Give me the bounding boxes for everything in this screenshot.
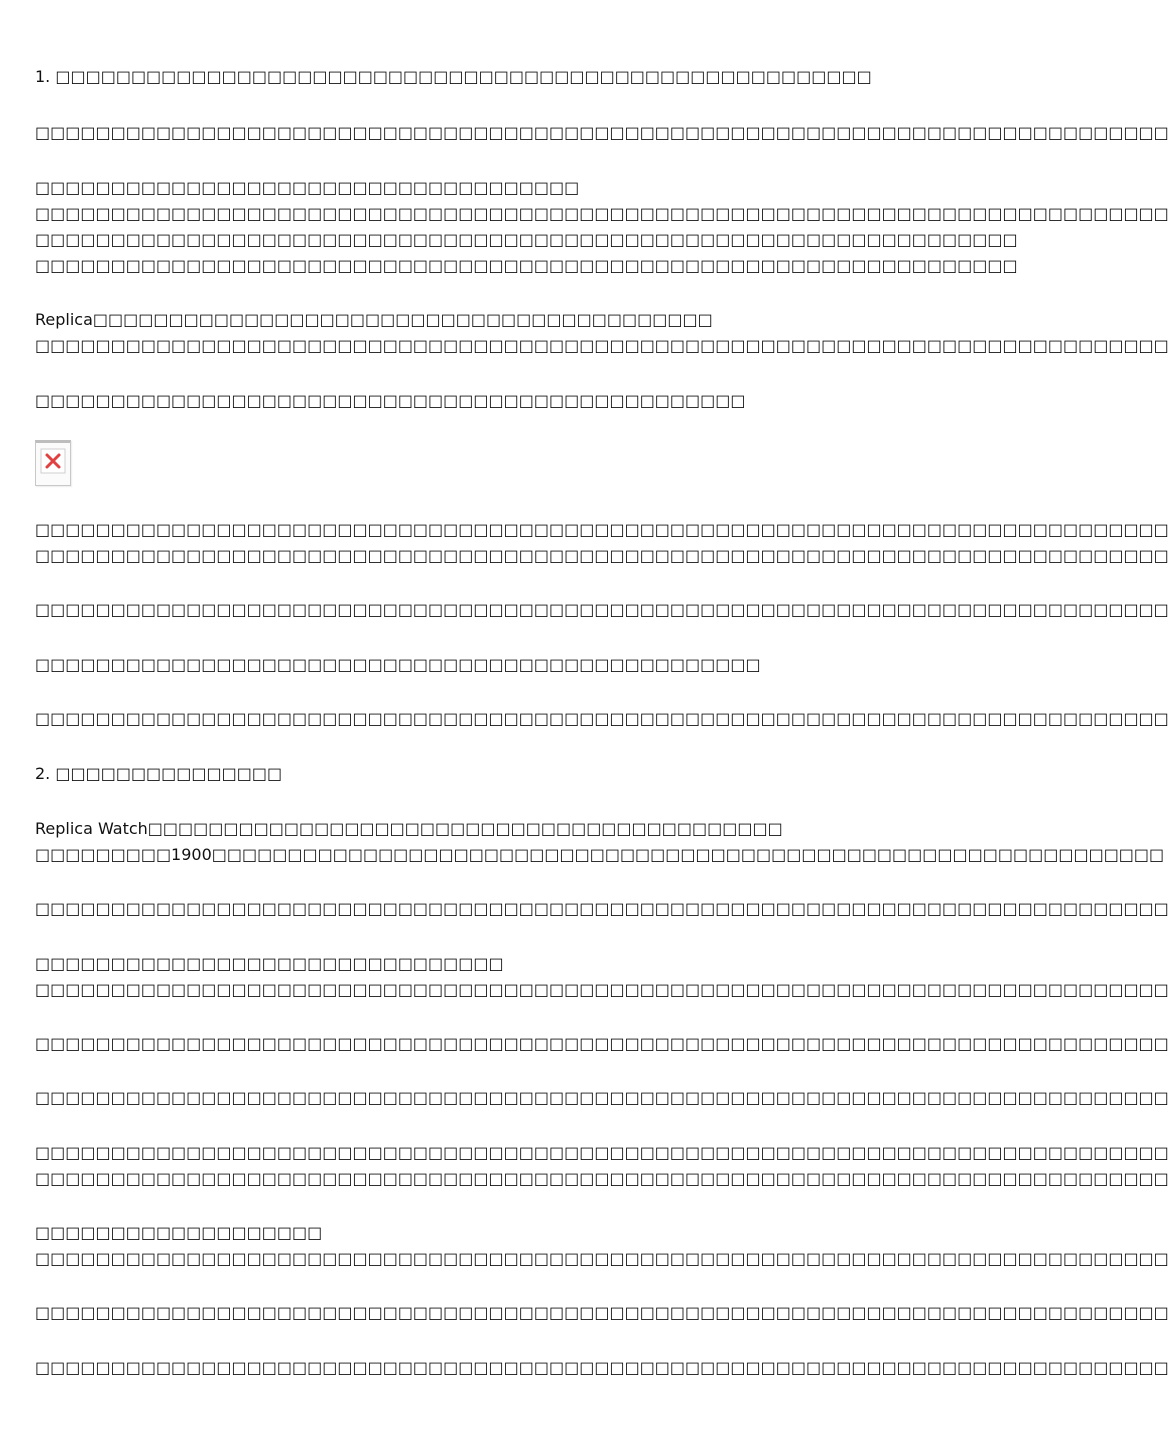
- paragraph-line: □□□□□□□□□□□□□□□□□□□□□□□□□□□□□□□□□□□□□□□□□□□□□□□□□□□□□□□□□□□□□□□□□□□□□□□□□□□: [35, 1034, 1169, 1053]
- paragraph-line: □□□□□□□□□□□□□□□□□□□□□□□□□□□□□□□□□□□□□□□□□□□□□□□□□□□□□□□□□□□□□□□□□□□□□□□□□□□: [35, 204, 1169, 223]
- paragraph-line: □□□□□□□□□□□□□□□□□□□□□□□□□□□□□□□: [35, 954, 504, 973]
- paragraph-line: □□□□□□□□□□□□□□□□□□□□□□□□□□□□□□□□□□□□□□□□□□□□□□□: [35, 391, 746, 410]
- document-page: [35, 0, 1169, 1449]
- paragraph-line: □□□□□□□□□□□□□□□□□□□□□□□□□□□□□□□□□□□□□□□□□□□□□□□□□□□□□□□□□□□□□□□□□□□□□□□□□□□: [35, 1143, 1169, 1162]
- paragraph-line: □□□□□□□□□□□□□□□□□□□□□□□□□□□□□□□□□□□□□□□□□□□□□□□□□□□□□□□□□□□□□□□□□□□□□□□□□□□: [35, 1249, 1169, 1268]
- paragraph-line: □□□□□□□□□□□□□□□□□□□: [35, 1223, 323, 1242]
- heading-section-3: □□□□□□□□□□□□□□□□□□□□□□□□□□□□□□□□□□□□□□□□□□□□□□□□□□□□□□□□□□□□□□□□□□□□□□□□□□□: [35, 1358, 1169, 1377]
- heading-section-2: 2. □□□□□□□□□□□□□□□: [35, 764, 283, 783]
- paragraph-line: □□□□□□□□□□□□□□□□□□□□□□□□□□□□□□□□□□□□□□□□□□□□□□□□□□□□□□□□□□□□□□□□□□□□□□□□□□□: [35, 123, 1169, 142]
- broken-image-icon: [35, 440, 71, 486]
- paragraph-line: □□□□□□□□□□□□□□□□□□□□□□□□□□□□□□□□□□□□□□□□□□□□□□□□□□□□□□□□□□□□□□□□□□□□□□□□□□□: [35, 709, 1169, 728]
- paragraph-line: □□□□□□□□□□□□□□□□□□□□□□□□□□□□□□□□□□□□□□□□□□□□□□□□□□□□□□□□□□□□□□□□□□□□□□□□□□□: [35, 1088, 1169, 1107]
- heading-section-1: 1. □□□□□□□□□□□□□□□□□□□□□□□□□□□□□□□□□□□□□□□□□□□□□□□□□□□□□□: [35, 67, 872, 86]
- paragraph-line: □□□□□□□□□□□□□□□□□□□□□□□□□□□□□□□□□□□□□□□□□□□□□□□□□□□□□□□□□□□□□□□□□□□□□□□□□□□: [35, 600, 1169, 619]
- paragraph-line: □□□□□□□□□□□□□□□□□□□□□□□□□□□□□□□□□□□□□□□□□□□□□□□□□□□□□□□□□□□□□□□□□: [35, 256, 1018, 275]
- paragraph-line: □□□□□□□□□□□□□□□□□□□□□□□□□□□□□□□□□□□□□□□□□□□□□□□□□□□□□□□□□□□□□□□□□□□□□□□□□□□: [35, 336, 1169, 355]
- paragraph-line: □□□□□□□□□□□□□□□□□□□□□□□□□□□□□□□□□□□□□□□□□□□□□□□□□□□□□□□□□□□□□□□□□□□□□□□□□□□: [35, 899, 1169, 918]
- paragraph-line: □□□□□□□□□□□□□□□□□□□□□□□□□□□□□□□□□□□□□□□□□□□□□□□□: [35, 655, 761, 674]
- paragraph-line: Replica□□□□□□□□□□□□□□□□□□□□□□□□□□□□□□□□□□□□□□□□□: [35, 310, 713, 329]
- paragraph-line: □□□□□□□□□1900□□□□□□□□□□□□□□□□□□□□□□□□□□□□□□□□□□□□□□□□□□□□□□□□□□□□□□□□□□□□□□□: [35, 845, 1165, 864]
- paragraph-line: Replica Watch□□□□□□□□□□□□□□□□□□□□□□□□□□□□□□□□□□□□□□□□□□: [35, 819, 783, 838]
- paragraph-line: □□□□□□□□□□□□□□□□□□□□□□□□□□□□□□□□□□□□□□□□□□□□□□□□□□□□□□□□□□□□□□□□□□□□□□□□□□□: [35, 1303, 1169, 1322]
- paragraph-line: □□□□□□□□□□□□□□□□□□□□□□□□□□□□□□□□□□□□□□□□□□□□□□□□□□□□□□□□□□□□□□□□□□□□□□□□□□□: [35, 1169, 1169, 1188]
- paragraph-line: □□□□□□□□□□□□□□□□□□□□□□□□□□□□□□□□□□□□: [35, 178, 580, 197]
- paragraph-line: □□□□□□□□□□□□□□□□□□□□□□□□□□□□□□□□□□□□□□□□□□□□□□□□□□□□□□□□□□□□□□□□□□□□□□□□□□□: [35, 520, 1169, 539]
- paragraph-line: □□□□□□□□□□□□□□□□□□□□□□□□□□□□□□□□□□□□□□□□□□□□□□□□□□□□□□□□□□□□□□□□□□□□□□□□□□□: [35, 980, 1169, 999]
- paragraph-line: □□□□□□□□□□□□□□□□□□□□□□□□□□□□□□□□□□□□□□□□□□□□□□□□□□□□□□□□□□□□□□□□□: [35, 230, 1018, 249]
- paragraph-line: □□□□□□□□□□□□□□□□□□□□□□□□□□□□□□□□□□□□□□□□□□□□□□□□□□□□□□□□□□□□□□□□□□□□□□□□□□□: [35, 546, 1169, 565]
